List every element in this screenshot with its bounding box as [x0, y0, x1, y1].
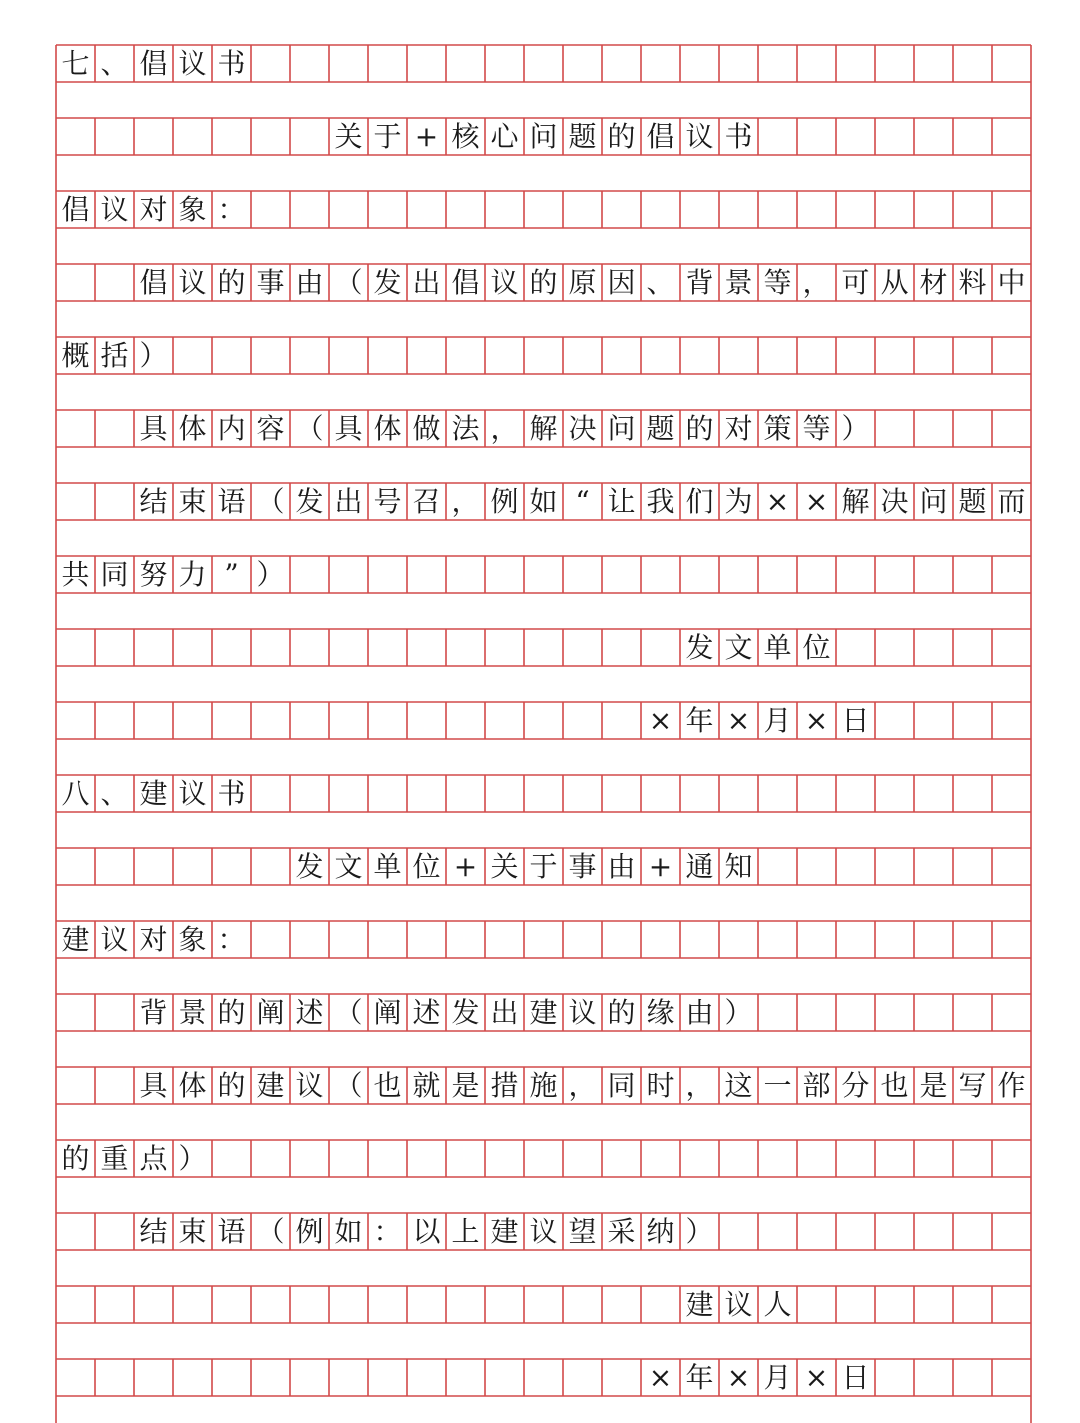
grid-char: 建	[529, 995, 558, 1029]
grid-char: 建	[61, 922, 90, 956]
grid-char: 心	[490, 119, 519, 153]
grid-line-section-7-title	[56, 118, 1031, 155]
grid-char: 议	[100, 922, 129, 956]
grid-char: 的	[607, 995, 636, 1029]
grid-char: 、	[100, 776, 129, 810]
grid-char: 纳	[646, 1214, 675, 1248]
grid-line-section-7-issuer	[56, 629, 1031, 666]
grid-char: 是	[451, 1068, 480, 1102]
grid-char: 决	[568, 411, 597, 445]
grid-char: 的	[217, 265, 246, 299]
grid-char: 具	[139, 411, 168, 445]
grid-char: 原	[568, 265, 597, 299]
grid-char: 语	[217, 484, 246, 518]
grid-char: 召	[412, 484, 441, 518]
grid-char: 等	[763, 265, 792, 299]
grid-char: 发	[685, 630, 714, 664]
grid-char: 做	[412, 411, 441, 445]
grid-char: 出	[412, 265, 441, 299]
grid-char: 解	[841, 484, 870, 518]
grid-char: 体	[178, 1068, 207, 1102]
grid-char: 号	[373, 484, 402, 518]
grid-line-section-7-reason-1	[56, 264, 1031, 301]
grid-char: 书	[217, 46, 246, 80]
grid-char: 部	[802, 1068, 831, 1102]
grid-char: ：	[217, 922, 246, 956]
grid-char: 、	[100, 46, 129, 80]
grid-char: 材	[919, 265, 948, 299]
grid-char: 料	[958, 265, 987, 299]
grid-char: 核	[451, 119, 480, 153]
grid-char: 议	[178, 265, 207, 299]
grid-char: 而	[997, 484, 1026, 518]
grid-char: 出	[490, 995, 519, 1029]
grid-char: 中	[997, 265, 1026, 299]
grid-char: 述	[412, 995, 441, 1029]
grid-char: 语	[217, 1214, 246, 1248]
grid-char: 采	[607, 1214, 636, 1248]
grid-char: 议	[724, 1287, 753, 1321]
grid-line-section-7-date	[56, 702, 1031, 739]
grid-char: 七	[61, 46, 90, 80]
grid-char: ×	[765, 484, 790, 518]
grid-char: 力	[178, 557, 207, 591]
grid-char: 倡	[139, 265, 168, 299]
grid-char: 例	[490, 484, 519, 518]
grid-char: 单	[763, 630, 792, 664]
grid-line-section-8-recipient	[56, 921, 1031, 958]
grid-char: 是	[919, 1068, 948, 1102]
grid-char: 的	[685, 411, 714, 445]
grid-char: 象	[178, 922, 207, 956]
grid-char: ×	[726, 703, 751, 737]
grid-char: 施	[529, 1068, 558, 1102]
grid-char: 关	[490, 849, 519, 883]
grid-char: ×	[648, 703, 673, 737]
grid-char: 发	[295, 849, 324, 883]
grid-char: 的	[217, 1068, 246, 1102]
grid-char: “	[575, 484, 590, 518]
grid-char: 束	[178, 484, 207, 518]
grid-char: 们	[685, 484, 714, 518]
grid-char: 文	[334, 849, 363, 883]
grid-char: ：	[217, 192, 246, 226]
grid-char: ）	[685, 1214, 714, 1248]
grid-char: 阐	[373, 995, 402, 1029]
grid-char: +	[414, 119, 439, 153]
grid-char: 关	[334, 119, 363, 153]
grid-char: 等	[802, 411, 831, 445]
grid-line-section-8-title	[56, 848, 1031, 885]
grid-char: 就	[412, 1068, 441, 1102]
grid-char: 日	[841, 703, 870, 737]
grid-char: 景	[724, 265, 753, 299]
grid-char: 也	[880, 1068, 909, 1102]
grid-char: 可	[841, 265, 870, 299]
grid-char: 建	[490, 1214, 519, 1248]
grid-line-section-7-heading	[56, 45, 1031, 82]
grid-char: 位	[802, 630, 831, 664]
grid-line-section-8-suggestion-2	[56, 1140, 1031, 1177]
grid-char: 容	[256, 411, 285, 445]
grid-char: ×	[726, 1360, 751, 1394]
grid-char: 共	[61, 557, 90, 591]
grid-char: 日	[841, 1360, 870, 1394]
grid-char: 问	[919, 484, 948, 518]
grid-char: （	[295, 411, 324, 445]
grid-char: 文	[724, 630, 753, 664]
grid-char: 这	[724, 1068, 753, 1102]
grid-char: 象	[178, 192, 207, 226]
grid-char: 议	[568, 995, 597, 1029]
grid-char: 议	[100, 192, 129, 226]
grid-char: 单	[373, 849, 402, 883]
grid-char: 事	[568, 849, 597, 883]
grid-char: 议	[295, 1068, 324, 1102]
grid-char: 出	[334, 484, 363, 518]
grid-char: 措	[490, 1068, 519, 1102]
grid-char: 我	[646, 484, 675, 518]
grid-char: ）	[256, 557, 285, 591]
grid-char: 月	[763, 1360, 792, 1394]
grid-char: 对	[139, 192, 168, 226]
grid-line-section-7-reason-2	[56, 337, 1031, 374]
grid-char: 束	[178, 1214, 207, 1248]
grid-char: 如	[529, 484, 558, 518]
grid-char: 结	[139, 1214, 168, 1248]
grid-char: 括	[100, 338, 129, 372]
grid-char: +	[648, 849, 673, 883]
grid-char: 议	[685, 119, 714, 153]
grid-char: 知	[724, 849, 753, 883]
grid-char: 题	[568, 119, 597, 153]
grid-char: 因	[607, 265, 636, 299]
grid-char: ）	[724, 995, 753, 1029]
grid-char: 的	[61, 1141, 90, 1175]
grid-char: 问	[529, 119, 558, 153]
grid-char: ，	[490, 411, 519, 445]
grid-char: ）	[139, 338, 168, 372]
grid-char: 背	[139, 995, 168, 1029]
grid-char: 时	[646, 1068, 675, 1102]
grid-char: 年	[685, 1360, 714, 1394]
grid-char: 阐	[256, 995, 285, 1029]
grid-char: ×	[804, 484, 829, 518]
grid-char: 一	[763, 1068, 792, 1102]
grid-char: 法	[451, 411, 480, 445]
grid-line-section-7-closing-2	[56, 556, 1031, 593]
grid-char: 望	[568, 1214, 597, 1248]
grid-char: （	[334, 995, 363, 1029]
grid-char: 发	[451, 995, 480, 1029]
grid-char: 于	[373, 119, 402, 153]
grid-char: 的	[529, 265, 558, 299]
grid-char: ：	[373, 1214, 402, 1248]
grid-char: 、	[646, 265, 675, 299]
grid-char: ，	[685, 1068, 714, 1102]
grid-char: 书	[217, 776, 246, 810]
grid-char: 问	[607, 411, 636, 445]
grid-char: 体	[178, 411, 207, 445]
grid-char: 的	[217, 995, 246, 1029]
grid-char: 书	[724, 119, 753, 153]
grid-char: 作	[997, 1068, 1026, 1102]
grid-char: 的	[607, 119, 636, 153]
grid-char: 同	[100, 557, 129, 591]
grid-char: 倡	[61, 192, 90, 226]
grid-char: 解	[529, 411, 558, 445]
grid-char: 如	[334, 1214, 363, 1248]
grid-char: 对	[724, 411, 753, 445]
grid-char: 具	[139, 1068, 168, 1102]
grid-char: 建	[256, 1068, 285, 1102]
grid-char: 策	[763, 411, 792, 445]
grid-char: 议	[490, 265, 519, 299]
grid-char: 题	[646, 411, 675, 445]
grid-char: 月	[763, 703, 792, 737]
grid-char: 题	[958, 484, 987, 518]
grid-char: 议	[178, 776, 207, 810]
grid-char: 年	[685, 703, 714, 737]
grid-char: 倡	[646, 119, 675, 153]
grid-line-section-7-closing-1	[56, 483, 1031, 520]
grid-line-section-7-content	[56, 410, 1031, 447]
grid-char: 议	[529, 1214, 558, 1248]
grid-char: 重	[100, 1141, 129, 1175]
grid-char: （	[334, 1068, 363, 1102]
grid-char: 上	[451, 1214, 480, 1248]
grid-char: ，	[568, 1068, 597, 1102]
grid-char: +	[453, 849, 478, 883]
grid-char: （	[256, 1214, 285, 1248]
grid-char: 位	[412, 849, 441, 883]
grid-char: 事	[256, 265, 285, 299]
grid-char: ×	[804, 1360, 829, 1394]
grid-char: （	[256, 484, 285, 518]
grid-char: 由	[607, 849, 636, 883]
grid-char: 例	[295, 1214, 324, 1248]
grid-char: ×	[804, 703, 829, 737]
grid-char: 以	[412, 1214, 441, 1248]
grid-char: 决	[880, 484, 909, 518]
grid-char: 为	[724, 484, 753, 518]
grid-line-section-8-background	[56, 994, 1031, 1031]
grid-char: 对	[139, 922, 168, 956]
grid-char: （	[334, 265, 363, 299]
grid-char: 概	[61, 338, 90, 372]
grid-char: ，	[451, 484, 480, 518]
grid-char: ×	[648, 1360, 673, 1394]
grid-char: 发	[373, 265, 402, 299]
grid-char: 缘	[646, 995, 675, 1029]
grid-char: 由	[685, 995, 714, 1029]
grid-char: 点	[139, 1141, 168, 1175]
grid-char: 人	[763, 1287, 792, 1321]
grid-char: 内	[217, 411, 246, 445]
grid-char: ，	[802, 265, 831, 299]
grid-char: 述	[295, 995, 324, 1029]
grid-char: 也	[373, 1068, 402, 1102]
grid-char: 同	[607, 1068, 636, 1102]
grid-char: 于	[529, 849, 558, 883]
grid-char: 具	[334, 411, 363, 445]
grid-char: 努	[139, 557, 168, 591]
grid-char: 倡	[451, 265, 480, 299]
grid-line-section-7-recipient	[56, 191, 1031, 228]
grid-char: 倡	[139, 46, 168, 80]
grid-char: 体	[373, 411, 402, 445]
grid-char: 结	[139, 484, 168, 518]
grid-char: ”	[224, 557, 239, 591]
grid-char: 建	[139, 776, 168, 810]
grid-line-section-8-closing	[56, 1213, 1031, 1250]
grid-char: 让	[607, 484, 636, 518]
grid-char: 背	[685, 265, 714, 299]
grid-char: 议	[178, 46, 207, 80]
grid-char: 从	[880, 265, 909, 299]
grid-char: 写	[958, 1068, 987, 1102]
grid-char: 分	[841, 1068, 870, 1102]
grid-char: 景	[178, 995, 207, 1029]
grid-char: 八	[61, 776, 90, 810]
grid-char: 建	[685, 1287, 714, 1321]
grid-char: 发	[295, 484, 324, 518]
grid-line-section-8-signer	[56, 1286, 1031, 1323]
grid-char: 由	[295, 265, 324, 299]
grid-char: 通	[685, 849, 714, 883]
grid-char: ）	[178, 1141, 207, 1175]
grid-line-section-8-date	[56, 1359, 1031, 1396]
grid-line-section-8-heading	[56, 775, 1031, 812]
grid-char: ）	[841, 411, 870, 445]
grid-line-section-8-suggestion-1	[56, 1067, 1031, 1104]
